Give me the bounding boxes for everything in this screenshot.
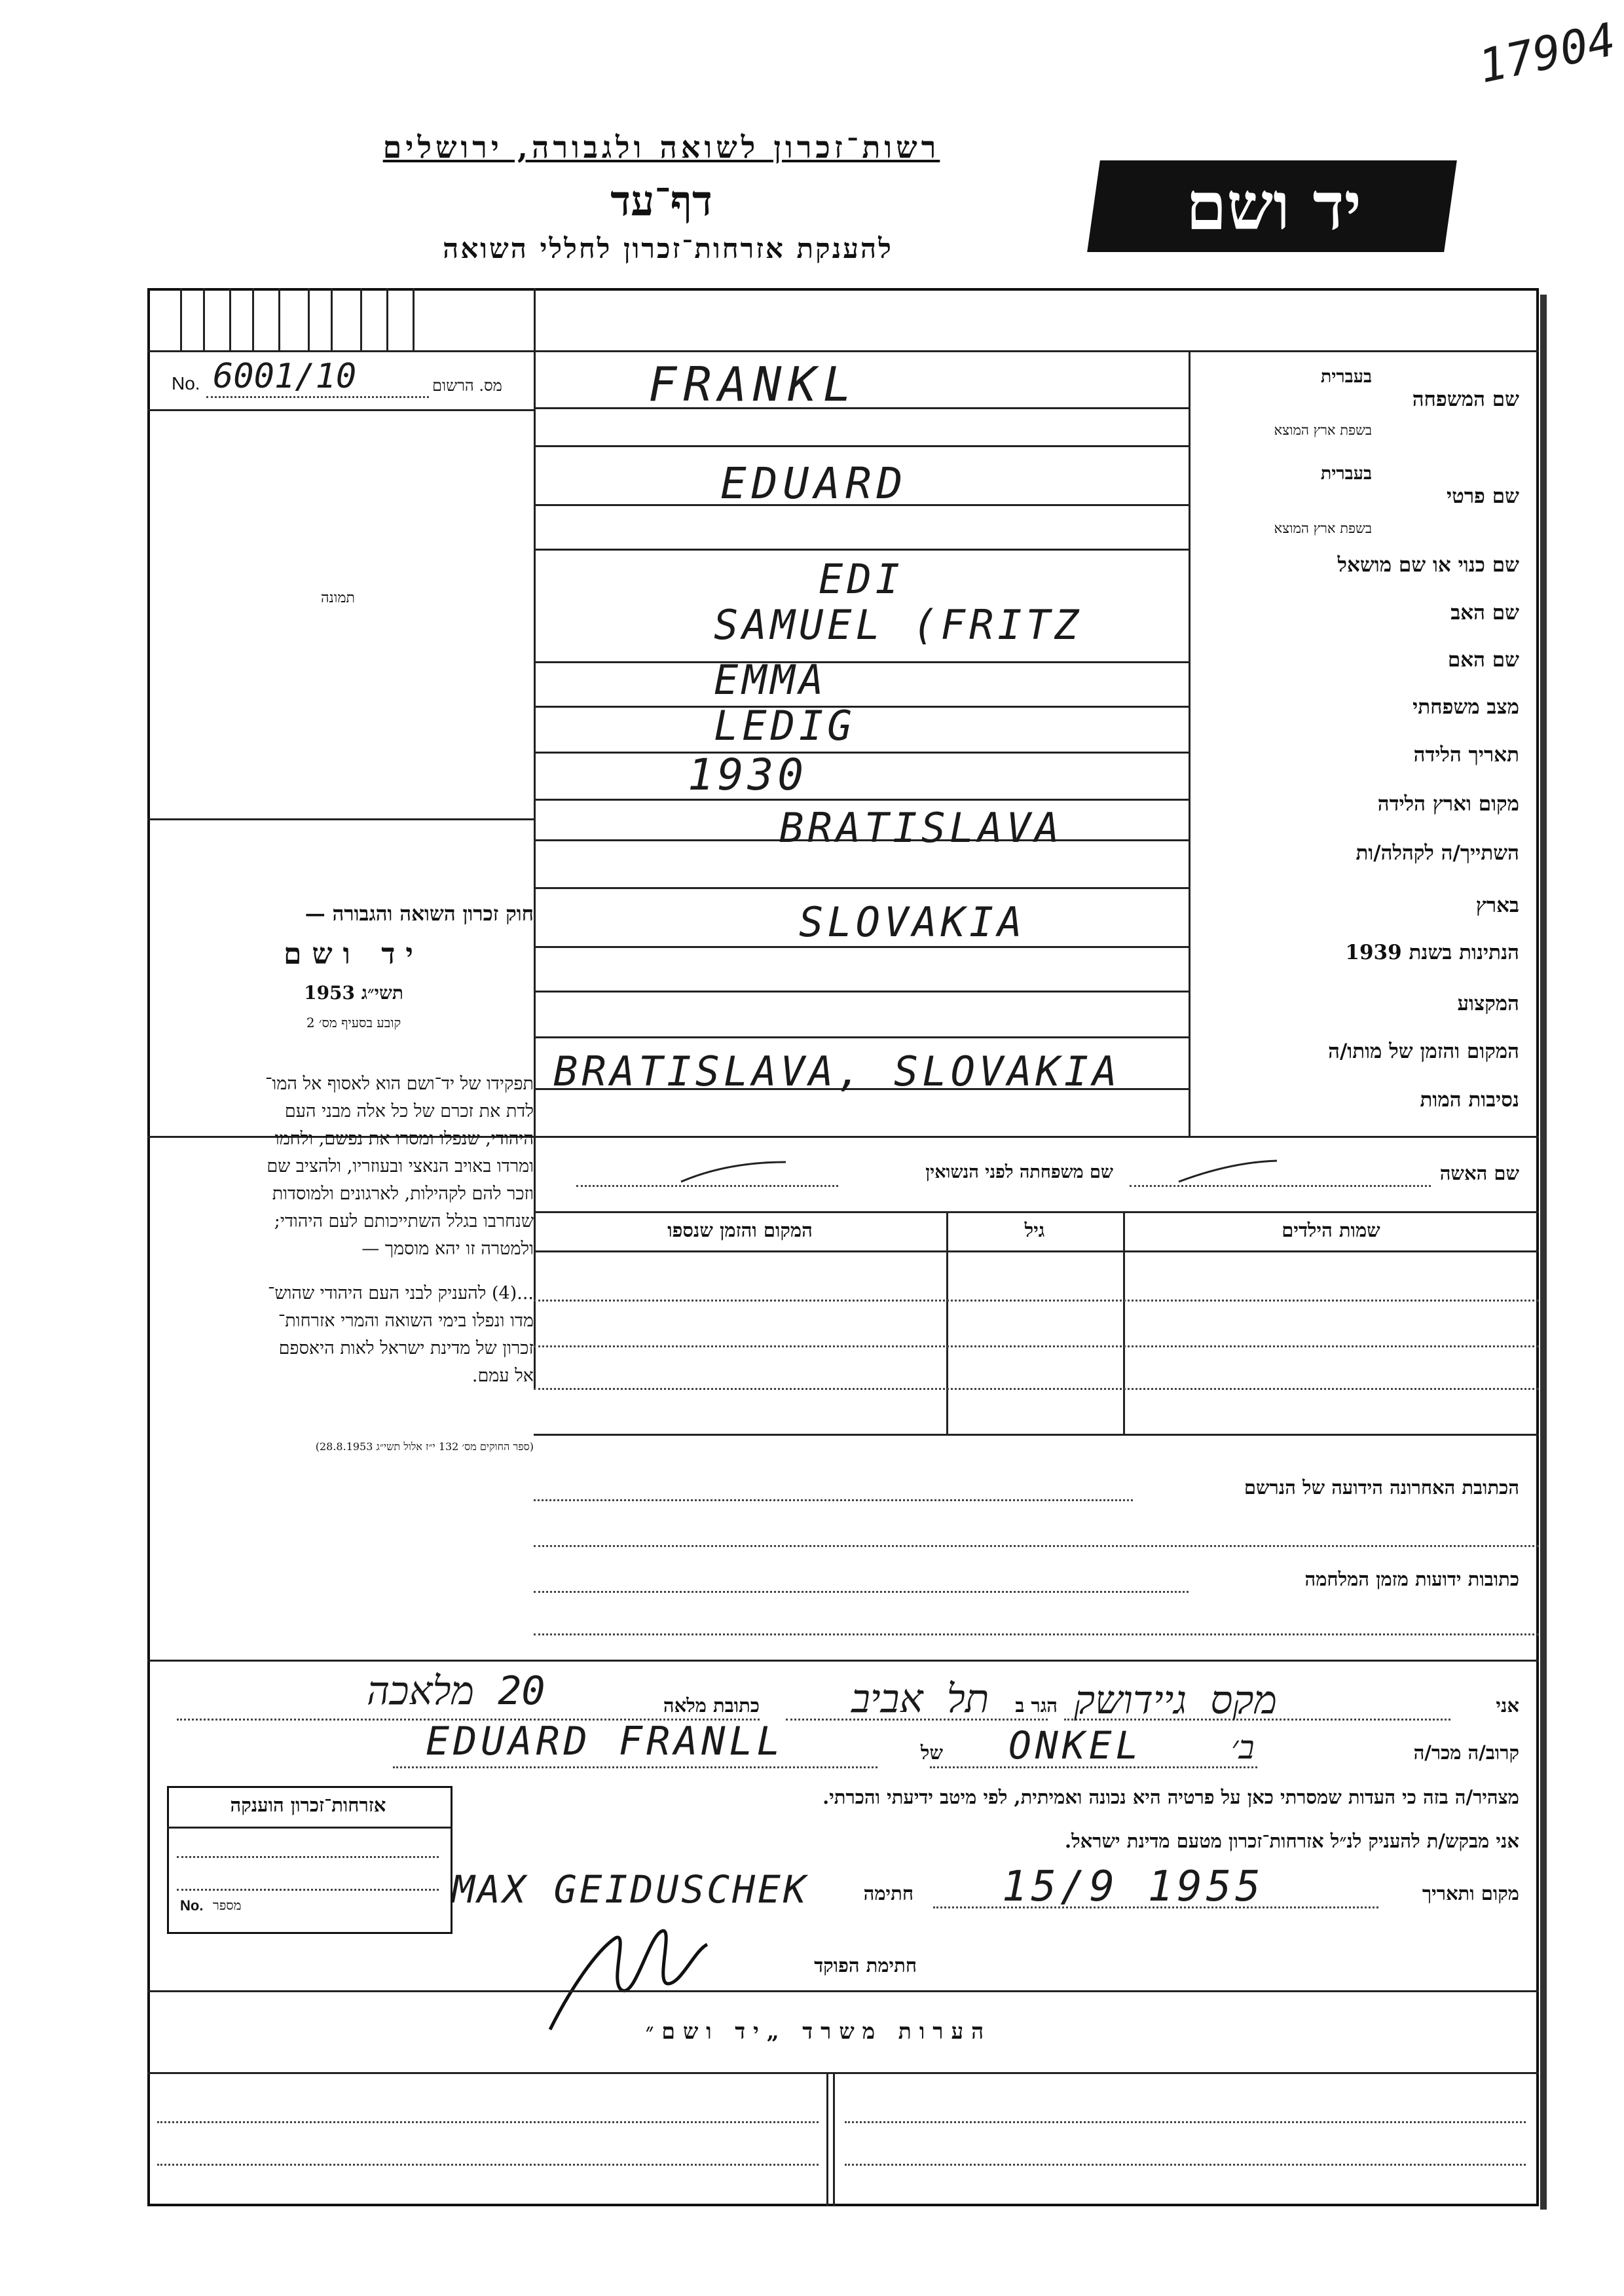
- law-year: תשי״ג 1953: [304, 982, 403, 1004]
- form-subtitle: להענקת אזרחות־זכרון לחללי השואה: [443, 232, 893, 264]
- form-frame-shadow: [1540, 295, 1547, 2210]
- declaration-text: מצהיר/ה בזה כי העדות שמסרתי כאן על פרטיה היא נכונה ואמיתית, לפי מיטב ידיעתי והכרתי.: [822, 1786, 1519, 1808]
- law-clause: קובע בסעיף מס׳ 2: [306, 1015, 401, 1030]
- full-address-value[interactable]: 20 מלאכה: [367, 1668, 545, 1714]
- law-paragraph-1-line-4: ומרדו באויב הנאצי ובעוזריו, ולהציב שם: [267, 1156, 534, 1176]
- law-paragraph-1-line-7: ולמטרה זו יהא מוסמך —: [361, 1239, 534, 1259]
- photo-label: תמונה: [321, 590, 355, 606]
- death-circumstances-label: נסיבות המות: [1420, 1088, 1519, 1112]
- law-paragraph-2-line-4: אל עמם.: [471, 1366, 534, 1386]
- full-address-label: כתובת מלאה: [663, 1694, 760, 1717]
- law-paragraph-1-line-3: היהודי, שנפלו ומסרו את נפשם, ולחמו: [274, 1129, 534, 1149]
- birth-date-label: תאריך הלידה: [1413, 743, 1519, 767]
- registration-no-label: No.: [172, 373, 200, 393]
- mother-name-value[interactable]: EMMA: [714, 656, 828, 704]
- office-notes-label: הערות משרד „יד ושם״: [645, 2018, 992, 2044]
- relative-of-name[interactable]: EDUARD FRANLL: [426, 1719, 784, 1764]
- children-death-place-header: המקום והזמן שנספו: [667, 1219, 813, 1241]
- citizenship-no-label: No.: [180, 1897, 204, 1914]
- surname-hebrew-sublabel: בעברית: [1320, 367, 1372, 387]
- last-address-label: הכתובת האחרונה הידועה של הנרשם: [1244, 1476, 1519, 1499]
- form-title: דף־עד: [610, 177, 712, 226]
- children-age-header: גיל: [1024, 1219, 1045, 1241]
- law-paragraph-2-line-2: מדו ונפלו בימי השואה והמרי אזרחות־: [278, 1311, 534, 1331]
- country-label: בארץ: [1475, 894, 1519, 917]
- registration-no-value[interactable]: 6001/10: [213, 357, 357, 396]
- law-paragraph-1-line-2: לדת את זכרם של כל אלה מבני העם: [284, 1101, 534, 1121]
- request-text: אני מבקש/ת להעניק לנ״ל אזרחות־זכרון מטעם מדינת ישראל.: [1065, 1830, 1519, 1852]
- country-value[interactable]: SLOVAKIA: [799, 898, 1026, 946]
- law-paragraph-1-line-6: שנחרבו בגלל השתייכותם לעם היהודי;: [274, 1211, 534, 1231]
- logo-text: יד ושם: [1186, 168, 1361, 245]
- children-table-row[interactable]: [534, 1302, 1539, 1345]
- death-place-value[interactable]: BRATISLAVA, SLOVAKIA: [553, 1048, 1121, 1095]
- wife-field-dash-marks: [674, 1149, 1297, 1188]
- last-address-field[interactable]: [534, 1467, 1133, 1499]
- declarant-name[interactable]: מקס גיידושק: [1074, 1677, 1278, 1723]
- official-signature-label: חתימת הפוקד: [814, 1954, 917, 1977]
- signature-label: חתימה: [863, 1882, 913, 1904]
- birth-place-value[interactable]: BRATISLAVA: [779, 804, 1063, 852]
- photo-area[interactable]: [149, 411, 533, 817]
- law-gazette: (ספר החוקים מס׳ 132 י״ז אלול תשי״ג 28.8.1953): [315, 1440, 534, 1453]
- citizenship-number-label: מספר: [213, 1897, 242, 1913]
- law-title: חוק זכרון השואה והגבורה —: [304, 902, 534, 926]
- nickname-label: שם כנוי או שם מושאל: [1337, 553, 1519, 577]
- surname-label: שם המשפחה: [1412, 388, 1519, 411]
- of-label: של: [920, 1741, 943, 1764]
- first-name-label: שם פרטי: [1446, 484, 1519, 508]
- place-date-label: מקום ותאריך: [1422, 1882, 1519, 1904]
- death-place-label: המקום והזמן של מותו/ה: [1328, 1040, 1519, 1063]
- relation-value[interactable]: ONKEL: [1008, 1723, 1143, 1768]
- law-paragraph-1-line-5: וזכר להם לקהילות, לארגונים ולמוסדות: [272, 1184, 534, 1204]
- birth-place-label: מקום וארץ הלידה: [1377, 792, 1519, 816]
- community-label: השתייך/ה לקהלה/ות: [1356, 841, 1519, 865]
- authority-line: רשות־זכרון לשואה ולגבורה, ירושלים: [382, 130, 940, 165]
- declarant-prefix: אני: [1496, 1694, 1519, 1717]
- first-name-hebrew-sublabel: בעברית: [1320, 464, 1372, 484]
- children-names-header: שמות הילדים: [1282, 1219, 1380, 1241]
- office-notes-area[interactable]: [149, 2074, 1536, 2204]
- first-name-value[interactable]: EDUARD: [720, 458, 908, 509]
- law-paragraph-2-line-3: זכרון של מדינת ישראל לאות היאספם: [278, 1338, 534, 1358]
- registration-no-hebrew-label: מס. הרשום: [432, 376, 502, 395]
- wife-maiden-name-label: שם משפחתה לפני הנשואין: [925, 1162, 1113, 1182]
- wartime-addresses-field[interactable]: [534, 1558, 1189, 1591]
- surname-value[interactable]: FRANKL: [648, 357, 858, 412]
- nickname-value[interactable]: EDI: [819, 555, 904, 603]
- wife-label: שם האשה: [1439, 1162, 1519, 1184]
- profession-label: המקצוע: [1457, 992, 1519, 1015]
- wartime-addresses-label: כתובות ידועות מזמן המלחמה: [1304, 1568, 1519, 1590]
- relation-mark: ב׳: [1231, 1728, 1255, 1766]
- law-paragraph-2-line-1: ...(4) להעניק לבני העם היהודי שהוש־: [268, 1283, 534, 1303]
- children-table-row[interactable]: [534, 1252, 1539, 1299]
- marital-status-label: מצב משפחתי: [1412, 695, 1519, 719]
- resides-in-label: הגר ב: [1015, 1694, 1058, 1717]
- first-name-origin-sublabel: בשפת ארץ המוצא: [1274, 520, 1372, 536]
- archive-number: 17904: [1474, 12, 1621, 94]
- law-name: יד ושם: [284, 938, 424, 971]
- birth-date-value[interactable]: 1930: [688, 750, 807, 800]
- citizenship-granted-title: אזרחות־זכרון הוענקה: [230, 1794, 386, 1816]
- place-date-value[interactable]: 15/9 1955: [1002, 1863, 1264, 1911]
- surname-origin-sublabel: בשפת ארץ המוצא: [1274, 422, 1372, 438]
- citizenship-1939-label: הנתינות בשנת 1939: [1345, 941, 1519, 964]
- residence-city[interactable]: תל אביב: [851, 1676, 989, 1722]
- declarant-signature[interactable]: MAX GEIDUSCHEK: [452, 1867, 809, 1912]
- law-paragraph-1-line-1: תפקידו של יד־ושם הוא לאסוף אל המו־: [265, 1074, 534, 1094]
- father-name-value[interactable]: SAMUEL (FRITZ: [714, 601, 1083, 649]
- citizenship-number-field[interactable]: [255, 1892, 439, 1922]
- marital-status-value[interactable]: LEDIG: [714, 702, 856, 750]
- father-name-label: שם האב: [1450, 601, 1519, 625]
- mother-name-label: שם האם: [1447, 648, 1519, 672]
- children-table-row[interactable]: [534, 1347, 1539, 1388]
- relative-label: קרוב/ה מכר/ה: [1413, 1741, 1519, 1764]
